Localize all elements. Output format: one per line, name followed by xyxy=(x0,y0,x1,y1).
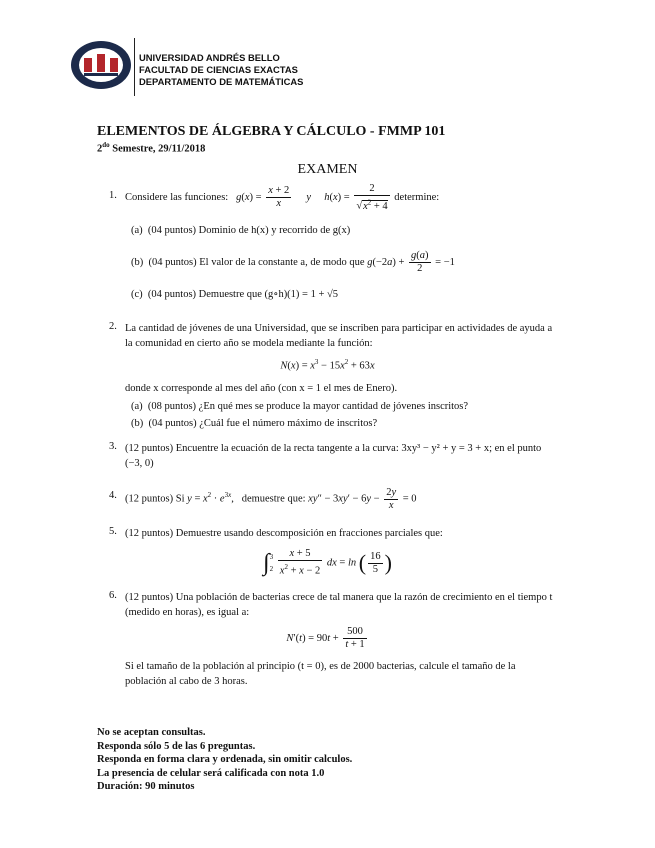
q2-number: 2. xyxy=(109,321,117,332)
q2a-label: (a) xyxy=(131,401,143,412)
q6-text: (12 puntos) Una población de bacterias crece de tal manera que la razón de crecimiento en el tiempo t (medido en horas), es igual a: xyxy=(125,592,553,618)
exam-title: EXAMEN xyxy=(297,162,358,177)
semester-text: Semestre, 29/11/2018 xyxy=(112,143,206,155)
q1-g-fraction: $\frac{x + 2}{x}$ xyxy=(268,185,290,210)
header-divider xyxy=(134,38,135,96)
exam-notes xyxy=(97,726,352,794)
institution-line-3: DEPARTAMENTO DE MATEMÁTICAS xyxy=(139,76,304,87)
university-logo xyxy=(70,40,132,90)
q5-ln-fraction: $\frac{16}{5}$ xyxy=(370,550,381,575)
note-1: No se aceptan consultas. xyxy=(97,727,206,738)
q1-text: Considere las funciones: xyxy=(125,192,229,204)
q1c-text: (04 puntos) Demuestre que (g∘h)(1) = 1 + √5 xyxy=(147,289,339,300)
institution-block xyxy=(139,52,303,88)
q5-equation: ∫ 3 2 $\frac{x + 5}{x^2 + x - 2}$ dx = ln ( $\frac{16}{5}$ ) xyxy=(263,548,392,577)
q5-text: (12 puntos) Demuestre usando descomposición en fracciones parciales que: xyxy=(125,528,443,539)
q6-number: 6. xyxy=(109,590,117,601)
q5-number: 5. xyxy=(109,526,117,537)
q2b-label: (b) xyxy=(131,418,144,429)
q1c-label: (c) xyxy=(131,289,143,300)
q6-equation: N′(t) = 90t + $\frac{500}{t + 1}$ xyxy=(286,626,365,651)
note-4: La presencia de celular será calificada con nota 1.0 xyxy=(97,767,325,779)
q4-number: 4. xyxy=(109,490,117,501)
q2a-text: (08 puntos) ¿En qué mes se produce la mayor cantidad de jóvenes inscritos? xyxy=(147,401,469,412)
q1-tail: determine: xyxy=(394,192,440,204)
q1a-text: (04 puntos) Dominio de h(x) y recorrido de g(x) xyxy=(147,225,351,236)
institution-line-1: UNIVERSIDAD ANDRÉS BELLO xyxy=(139,52,280,63)
semester-sup: do xyxy=(102,141,110,149)
q4-statement: (12 puntos) Si $y = x^2 \cdot e^{3x}$, demuestre que: xy″ − 3xy′ − 6y − $\frac{2y}{x}$ = 0 xyxy=(125,486,417,511)
q1-number: 1. xyxy=(109,190,117,201)
course-title: ELEMENTOS DE ÁLGEBRA Y CÁLCULO - FMMP 101 xyxy=(97,124,446,139)
q6-fraction: $\frac{500}{t + 1}$ xyxy=(345,626,365,651)
q4-fraction: $\frac{2y}{x}$ xyxy=(386,486,397,511)
q4-text: (12 puntos) Si xyxy=(125,493,185,505)
q2-after: donde x corresponde al mes del año (con x = 1 el mes de Enero). xyxy=(125,383,398,394)
q2-text: La cantidad de jóvenes de una Universidad, que se inscriben para participar en actividades de ayuda a la comunidad en cierto año se modela mediante la función: xyxy=(125,323,553,349)
q1b: (b) (04 puntos) El valor de la constante a, de modo que g(−2a) + $\frac{g(a)}{2}$ = −1 xyxy=(131,250,455,275)
q3-number: 3. xyxy=(109,441,117,452)
q1c xyxy=(131,288,338,300)
q1-h-fraction: $\frac{2}{√x^2 + 4}$ xyxy=(356,183,388,212)
q1b-text: (04 puntos) El valor de la constante a, de modo que xyxy=(148,257,365,268)
q3-text: (12 puntos) Encuentre la ecuación de la recta tangente a la curva: 3xy³ − y² + y = 3 + x; en el punto (−3, 0) xyxy=(125,443,542,469)
q6-after: Si el tamaño de la población al principio (t = 0), es de 2000 bacterias, calcule el tamaño de la población al cabo de 3 horas. xyxy=(125,661,516,687)
q1a xyxy=(131,225,350,236)
q2a xyxy=(131,401,468,412)
note-5: Duración: 90 minutos xyxy=(97,781,195,792)
q1-statement: Considere las funciones: g(x) = $\frac{x + 2}{x}$ y h(x) = $\frac{2}{√x^2 + 4}$ determine: xyxy=(125,183,440,212)
institution-line-2: FACULTAD DE CIENCIAS EXACTAS xyxy=(139,64,298,75)
semester-line: $2^{do}$ Semestre, 29/11/2018 xyxy=(97,141,206,155)
q2b xyxy=(131,418,377,429)
q2b-text: (04 puntos) ¿Cuál fue el número máximo de inscritos? xyxy=(148,418,378,429)
q4-mid: demuestre que: xyxy=(241,493,306,505)
q2-equation: $N(x) = x^3 - 15x^2 + 63x$ xyxy=(280,358,375,372)
q1b-fraction: $\frac{g(a)}{2}$ xyxy=(411,250,429,275)
q1a-label: (a) xyxy=(131,225,143,236)
q5-fraction: $\frac{x + 5}{x^2 + x - 2}$ xyxy=(279,548,321,577)
note-3: Responda en forma clara y ordenada, sin omitir calculos. xyxy=(97,754,353,765)
note-2: Responda sólo 5 de las 6 preguntas. xyxy=(97,740,256,752)
q1b-label: (b) xyxy=(131,257,144,268)
